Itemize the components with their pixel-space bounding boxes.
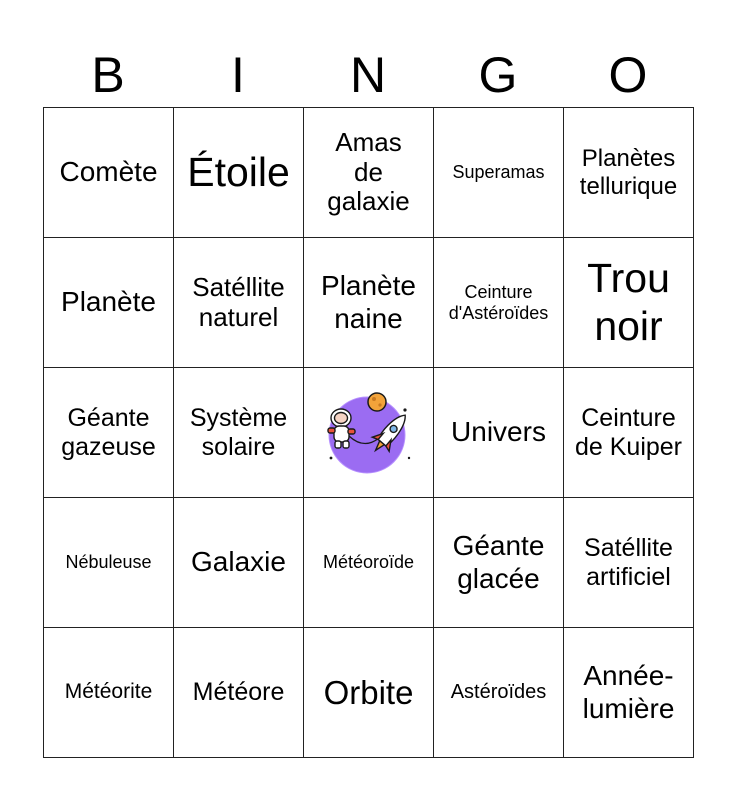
cell-label: Météorite bbox=[64, 680, 153, 704]
cell-label: Planète bbox=[61, 286, 156, 318]
bingo-cell[interactable] bbox=[304, 498, 434, 628]
cell-label: Satéllite artificiel bbox=[584, 533, 673, 591]
cell-label: Ceinture d'Astéroïdes bbox=[448, 281, 549, 323]
bingo-cell[interactable] bbox=[304, 238, 434, 368]
cell-label: Année-lumière bbox=[582, 660, 675, 724]
cell-label: Astéroïdes bbox=[450, 681, 547, 703]
bingo-cell[interactable] bbox=[44, 238, 174, 368]
cell-label: Univers bbox=[451, 416, 546, 448]
cell-label: Superamas bbox=[452, 162, 545, 183]
cell-label: Géante gazeuse bbox=[61, 403, 156, 461]
cell-label: Planètes tellurique bbox=[579, 144, 678, 200]
astronaut-rocket-icon bbox=[319, 388, 419, 478]
bingo-cell[interactable] bbox=[44, 498, 174, 628]
bingo-cell[interactable] bbox=[44, 368, 174, 498]
bingo-cell[interactable] bbox=[434, 368, 564, 498]
bingo-cell[interactable] bbox=[174, 498, 304, 628]
bingo-cell[interactable] bbox=[174, 628, 304, 758]
bingo-cell[interactable] bbox=[304, 108, 434, 238]
header-letter-o: O bbox=[608, 47, 648, 103]
bingo-cell[interactable] bbox=[434, 108, 564, 238]
header-letter-n: N bbox=[349, 47, 387, 103]
cell-label: Satéllite naturel bbox=[192, 271, 285, 332]
bingo-cell[interactable] bbox=[564, 108, 694, 238]
free-space[interactable] bbox=[304, 368, 434, 498]
cell-label: Météoroïde bbox=[322, 552, 415, 573]
cell-label: Comète bbox=[59, 156, 158, 188]
header-letter-g: G bbox=[478, 47, 518, 103]
cell-label: Amas de galaxie bbox=[327, 126, 410, 217]
bingo-cell[interactable] bbox=[44, 108, 174, 238]
bingo-cell[interactable] bbox=[174, 368, 304, 498]
bingo-cell[interactable] bbox=[434, 498, 564, 628]
bingo-grid bbox=[43, 107, 694, 758]
bingo-cell[interactable] bbox=[564, 368, 694, 498]
cell-label: Météore bbox=[192, 678, 285, 707]
cell-label: Planète naine bbox=[321, 270, 416, 334]
cell-label: Trou noir bbox=[587, 255, 670, 349]
cell-label: Ceinture de Kuiper bbox=[574, 403, 683, 461]
header-letter-b: B bbox=[91, 47, 125, 103]
cell-label: Nébuleuse bbox=[65, 552, 152, 573]
cell-label: Orbite bbox=[323, 673, 414, 711]
bingo-cell[interactable] bbox=[174, 238, 304, 368]
bingo-cell[interactable] bbox=[434, 628, 564, 758]
bingo-header bbox=[43, 42, 693, 108]
bingo-cell[interactable] bbox=[44, 628, 174, 758]
cell-label: Géante glacée bbox=[452, 530, 545, 594]
bingo-cell[interactable] bbox=[434, 238, 564, 368]
bingo-cell[interactable] bbox=[174, 108, 304, 238]
cell-label: Étoile bbox=[187, 148, 290, 195]
cell-label: Galaxie bbox=[191, 546, 286, 578]
bingo-cell[interactable] bbox=[564, 498, 694, 628]
cell-label: Système solaire bbox=[189, 403, 288, 461]
bingo-cell[interactable] bbox=[564, 628, 694, 758]
bingo-cell[interactable] bbox=[304, 628, 434, 758]
header-letter-i: I bbox=[231, 47, 245, 103]
bingo-cell[interactable] bbox=[564, 238, 694, 368]
